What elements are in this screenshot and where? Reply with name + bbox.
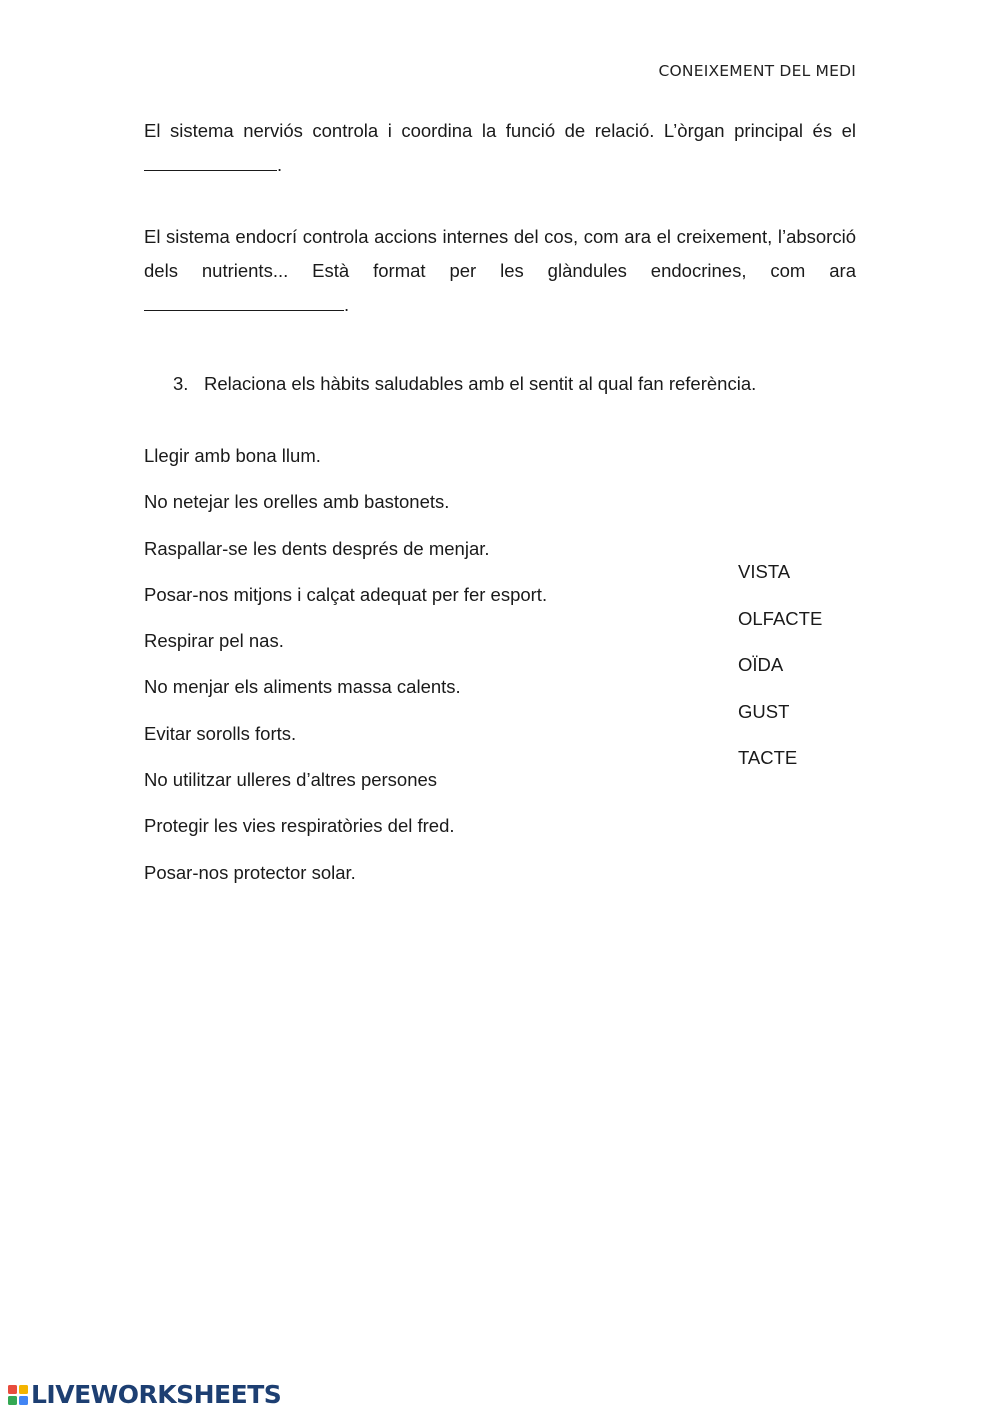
habit-item: Llegir amb bona llum. xyxy=(144,445,321,466)
paragraph-nervous-system xyxy=(144,114,856,182)
question-3-number: 3. xyxy=(173,373,189,394)
habit-item: No menjar els aliments massa calents. xyxy=(144,676,461,698)
habit-item: Raspallar-se les dents després de menjar. xyxy=(144,537,490,559)
question-3-text: Relaciona els hàbits saludables amb el sentit al qual fan referència. xyxy=(204,373,757,394)
paragraph-nervous-system-text: El sistema nerviós controla i coordina la funció de relació. L’òrgan principal és el xyxy=(144,120,856,141)
logo-square xyxy=(19,1396,28,1405)
habits-list xyxy=(144,442,547,905)
liveworksheets-logo xyxy=(8,1380,281,1409)
paragraph-endocrine-system-end: . xyxy=(344,294,350,315)
sense-item-vista: VISTA xyxy=(738,561,791,582)
logo-square xyxy=(19,1385,28,1394)
sense-item-tacte: TACTE xyxy=(738,747,798,768)
paragraph-endocrine-system-text: El sistema endocrí controla accions internes del cos, com ara el creixement, l’absorció dels nutrients... Està format per les glàndules endocrines, com ara xyxy=(144,226,856,281)
habit-item: Posar-nos protector solar. xyxy=(144,861,356,883)
habit-item: No utilitzar ulleres d’altres persones xyxy=(144,769,438,791)
sense-item-gust: GUST xyxy=(738,700,790,722)
answer-blank-1[interactable] xyxy=(144,150,277,171)
logo-square xyxy=(8,1396,17,1405)
habit-item: Evitar sorolls forts. xyxy=(144,722,297,744)
logo-square xyxy=(8,1385,17,1394)
answer-blank-2[interactable] xyxy=(144,290,344,311)
senses-list xyxy=(738,558,822,791)
logo-squares-icon xyxy=(8,1385,28,1405)
habit-item: Posar-nos mitjons i calçat adequat per fer esport. xyxy=(144,583,548,605)
sense-item-olfacte: OLFACTE xyxy=(738,607,823,629)
sense-item-oida: OÏDA xyxy=(738,654,784,675)
logo-text: LIVEWORKSHEETS xyxy=(31,1380,282,1409)
page-header: CONEIXEMENT DEL MEDI xyxy=(658,62,856,80)
paragraph-endocrine-system xyxy=(144,220,856,322)
question-3 xyxy=(173,373,756,395)
habit-item: No netejar les orelles amb bastonets. xyxy=(144,491,450,513)
habit-item: Respirar pel nas. xyxy=(144,630,284,652)
paragraph-nervous-system-end: . xyxy=(277,154,283,175)
habit-item: Protegir les vies respiratòries del fred. xyxy=(144,815,455,837)
